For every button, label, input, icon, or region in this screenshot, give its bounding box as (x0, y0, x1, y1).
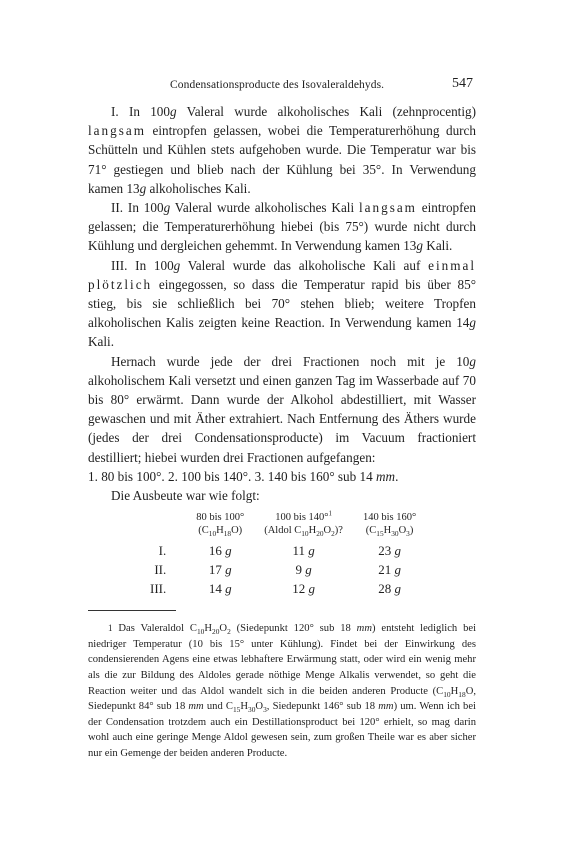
column-formula: $(C_{10}H_{18}O)$ (198, 525, 243, 539)
table-row (140, 560, 426, 579)
column-range: 100 bis 140°$^1$ (275, 510, 332, 524)
table-row (140, 541, 426, 560)
page-number: 547 (452, 76, 473, 91)
table-cell: 21 g (378, 562, 401, 578)
paragraph-experiment-2: II. In 100g Valeral wurde alkoholisches Kali langsam eintropfen gelassen; die Temperaturerhöhung hiebei (bis 75°) wurde nicht durch Kühlung und dergleichen gehemmt. In Verwendung kamen 13g Kali. (88, 200, 476, 254)
footnote-divider (88, 610, 176, 611)
row-label: II. (154, 562, 167, 578)
footnote-ref: 1 (328, 510, 332, 518)
column-range: 80 bis 100° (196, 512, 245, 524)
table-cell: 28 g (378, 581, 401, 597)
table-cell: 9 g (295, 562, 312, 578)
yield-table (140, 511, 426, 598)
running-title: Condensationsproducte des Isovaleraldehyds. (170, 79, 385, 91)
row-label: III. (150, 581, 167, 597)
paragraph-experiment-3: III. In 100g Valeral wurde das alkoholische Kali auf einmal plötzlich eingegossen, so dass die Temperatur rapid bis über 85° stieg, bis sie schließlich bei 70° stehen blieb; weitere Tropfen alkoholischen Kalis zeigten keine Reaction. In Verwendung kamen 14g Kali. (88, 257, 476, 350)
table-cell: 16 g (208, 543, 232, 559)
fractions-list: 1. 80 bis 100°. 2. 100 bis 140°. 3. 140 bis 160° sub 14 mm. (88, 468, 399, 484)
paragraph-experiment-1: I. In 100g Valeral wurde alkoholisches Kali (zehnprocentig) langsam eintropfen gelassen, wobei die Temperaturerhöhung durch Schütteln und Kühlen stets aufgehoben wurde. Die Temperatur war bis 71° gestiegen und blieb nach der Kühlung bei 35°. In Verwendung kamen 13g alkoholisches Kali. (88, 104, 476, 196)
table-cell: 12 g (292, 581, 315, 597)
footnote-text: Das Valeraldol $C_{10}H_{20}O_2$ (Siedepunkt 120° sub 18 mm) entsteht lediglich bei niedriger Temperatur (10 bis 15° unter Kühlung). Findet bei der Einwirkung des condensierenden Agens eine etwas lebhaftere Erwärmung statt, oder wird ein wenig mehr als die zur Bildung des Aldoles gerade nöthige Menge Alkalis verwendet, so geht die Reaction weiter und das Aldol wandelt sich in die beiden anderen Producte ($C_{10}H_{18}O$, Siedepunkt 84° sub 18 mm und $C_{15}H_{30}O_3$, Siedepunkt 146° sub 18 mm) um. Wenn ich bei der Condensation trotzdem auch ein Destillationsproduct bei 120° erhielt, so mag darin wohl auch eine geringe Menge Aldol gewesen sein, zum großen Theile war es aber sicher nur ein Gemenge der beiden anderen Producte. (88, 623, 477, 760)
column-formula: $(C_{15}H_{30}O_3)$ (365, 525, 414, 539)
footnote-mark: 1 (108, 623, 113, 634)
table-cell: 23 g (378, 543, 401, 559)
table-cell: 14 g (208, 581, 232, 597)
page-header (0, 76, 567, 96)
footnote (88, 621, 476, 761)
column-formula: (Aldol $C_{10}H_{20}O_2$)? (264, 525, 343, 539)
row-label: I. (158, 543, 167, 559)
table-cell: 17 g (208, 562, 232, 578)
column-range: 140 bis 160° (362, 512, 417, 524)
table-cell: 11 g (292, 543, 315, 559)
paragraph-procedure: Hernach wurde jede der drei Fractionen noch mit je 10g alkoholischem Kali versetzt und einen ganzen Tag im Wasserbade auf 70 bis 80° erwärmt. Dann wurde der Alkohol abdestilliert, mit Wasser gewaschen und mit Äther extrahiert. Nach Entfernung des Äthers wurde (jedes der drei Condensationsproducte) im Vacuum fractioniert destilliert; hiebei wurden drei Fractionen aufgefangen: (88, 353, 476, 465)
body-text (88, 102, 476, 762)
table-row (140, 579, 426, 598)
yield-lead: Die Ausbeute war wie folgt: (111, 488, 260, 504)
